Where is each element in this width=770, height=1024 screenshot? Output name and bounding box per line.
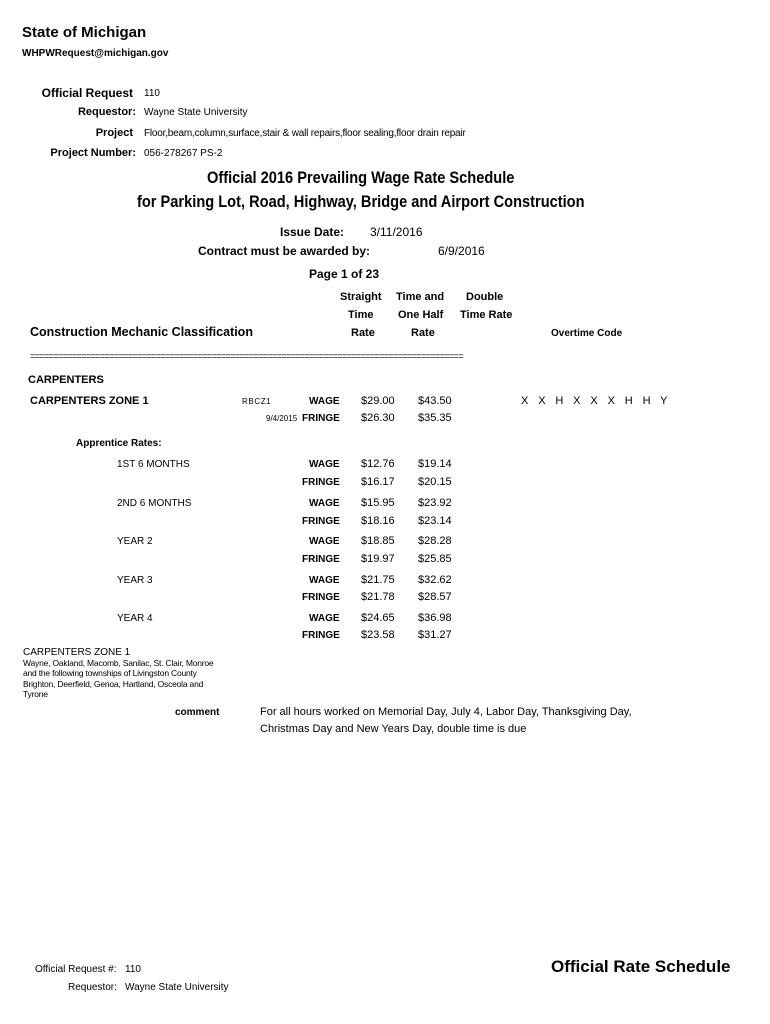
page-number: Page 1 of 23 [309, 267, 380, 281]
straight-header-1: Straight [340, 291, 382, 303]
area-line: Tyrone [23, 688, 48, 699]
zone-wage-label: WAGE [309, 396, 340, 407]
footer-requestor-value: Wayne State University [125, 982, 229, 993]
apprentice-fringe-straight: $21.78 [361, 591, 395, 603]
issue-date-label: Issue Date: [280, 225, 345, 239]
apprentice-fringe-label: FRINGE [302, 630, 340, 641]
apprentice-fringe-label: FRINGE [302, 477, 340, 488]
straight-header-3: Rate [351, 327, 375, 339]
area-line: and the following townships of Livingston County [23, 668, 197, 679]
project-value: Floor,beam,column,surface,stair & wall repairs,floor sealing,floor drain repair [144, 128, 466, 139]
project-label: Project [95, 127, 133, 139]
section-title: CARPENTERS [28, 374, 104, 386]
area-title: CARPENTERS ZONE 1 [23, 647, 131, 658]
apprentice-row-label: YEAR 4 [117, 613, 153, 624]
zone-fringe-label: FRINGE [302, 413, 340, 424]
apprentice-fringe-straight: $23.58 [361, 629, 395, 641]
apprentice-heading: Apprentice Rates: [76, 438, 162, 449]
apprentice-fringe-time-half: $28.57 [418, 591, 452, 603]
separator-line: ============================================================================================= [30, 351, 463, 361]
footer-requestor-label: Requestor: [68, 982, 117, 993]
apprentice-row-label: YEAR 3 [117, 575, 153, 586]
overtime-codes: X X H X X X H H Y [521, 395, 671, 407]
apprentice-fringe-label: FRINGE [302, 516, 340, 527]
straight-header-2: Time [348, 309, 374, 321]
state-title: State of Michigan [22, 24, 147, 41]
apprentice-wage-label: WAGE [309, 498, 340, 509]
official-request-value: 110 [144, 88, 160, 99]
apprentice-wage-time-half: $32.62 [418, 574, 452, 586]
footer-schedule-title: Official Rate Schedule [551, 957, 731, 976]
award-date-value: 6/9/2016 [438, 244, 485, 258]
contact-email: WHPWRequest@michigan.gov [22, 48, 169, 59]
apprentice-row-label: YEAR 2 [117, 536, 153, 547]
time-half-header-1: Time and [396, 291, 445, 303]
apprentice-wage-label: WAGE [309, 536, 340, 547]
schedule-subtitle: for Parking Lot, Road, Highway, Bridge and Airport Construction [137, 192, 585, 211]
apprentice-wage-time-half: $28.28 [418, 535, 452, 547]
apprentice-wage-label: WAGE [309, 575, 340, 586]
apprentice-row-label: 2ND 6 MONTHS [117, 498, 192, 509]
apprentice-fringe-time-half: $31.27 [418, 629, 452, 641]
apprentice-fringe-straight: $18.16 [361, 515, 395, 527]
apprentice-wage-label: WAGE [309, 613, 340, 624]
apprentice-wage-straight: $21.75 [361, 574, 395, 586]
comment-line-2: Christmas Day and New Years Day, double time is due [260, 723, 527, 735]
apprentice-wage-straight: $24.65 [361, 612, 395, 624]
apprentice-wage-straight: $15.95 [361, 497, 395, 509]
apprentice-wage-time-half: $23.92 [418, 497, 452, 509]
apprentice-fringe-time-half: $20.15 [418, 476, 452, 488]
zone-fringe-time-half: $35.35 [418, 412, 452, 424]
apprentice-wage-time-half: $36.98 [418, 612, 452, 624]
double-header-1: Double [466, 291, 504, 303]
area-description [23, 658, 213, 699]
area-line: Wayne, Oakland, Macomb, Sanilac, St. Clair, Monroe [23, 658, 214, 668]
award-date-label: Contract must be awarded by: [198, 244, 371, 258]
overtime-code-header: Overtime Code [551, 328, 623, 339]
zone-wage-straight: $29.00 [361, 395, 395, 407]
comment-line-1: For all hours worked on Memorial Day, July 4, Labor Day, Thanksgiving Day, [260, 706, 632, 718]
requestor-label: Requestor: [77, 106, 136, 118]
apprentice-row-label: 1ST 6 MONTHS [117, 459, 190, 470]
project-number-label: Project Number: [50, 147, 136, 159]
official-request-label: Official Request [41, 86, 133, 100]
apprentice-wage-straight: $12.76 [361, 458, 395, 470]
project-number-value: 056-278267 PS-2 [144, 148, 223, 159]
zone-code: RBCZ1 [242, 397, 272, 406]
zone-wage-time-half: $43.50 [418, 395, 452, 407]
footer-request-value: 110 [125, 964, 141, 975]
apprentice-fringe-label: FRINGE [302, 554, 340, 565]
area-line: Brighton, Deerfield, Genoa, Hartland, Osceola and [23, 678, 204, 689]
footer-request-label: Official Request #: [35, 964, 117, 975]
zone-effective-date: 9/4/2015 [266, 414, 298, 423]
zone-name: CARPENTERS ZONE 1 [30, 395, 149, 407]
classification-header: Construction Mechanic Classification [30, 325, 253, 339]
schedule-title: Official 2016 Prevailing Wage Rate Schedule [207, 168, 515, 187]
apprentice-fringe-time-half: $23.14 [418, 515, 452, 527]
requestor-value: Wayne State University [144, 107, 248, 118]
issue-date-value: 3/11/2016 [370, 225, 423, 239]
apprentice-fringe-straight: $19.97 [361, 553, 395, 565]
apprentice-wage-straight: $18.85 [361, 535, 395, 547]
apprentice-wage-label: WAGE [309, 459, 340, 470]
time-half-header-2: One Half [398, 309, 444, 321]
double-header-2: Time Rate [460, 309, 513, 321]
apprentice-fringe-straight: $16.17 [361, 476, 395, 488]
zone-fringe-straight: $26.30 [361, 412, 395, 424]
time-half-header-3: Rate [411, 327, 435, 339]
apprentice-fringe-label: FRINGE [302, 592, 340, 603]
apprentice-fringe-time-half: $25.85 [418, 553, 452, 565]
apprentice-wage-time-half: $19.14 [418, 458, 452, 470]
comment-label: comment [175, 707, 220, 718]
